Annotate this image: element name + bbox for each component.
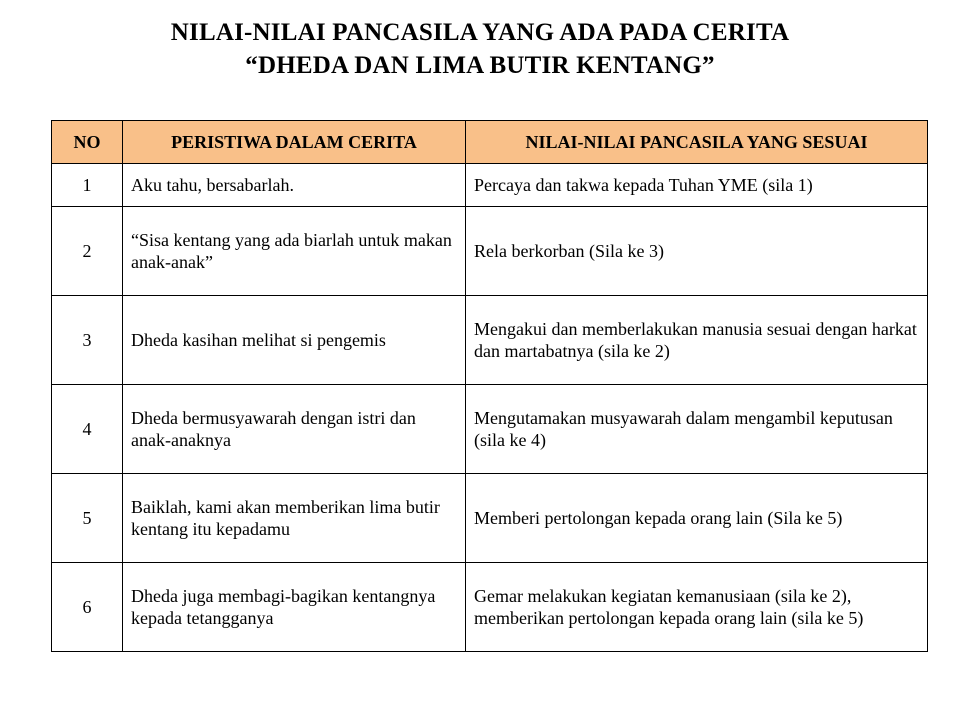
row-value: Mengutamakan musyawarah dalam mengambil keputusan (sila ke 4)	[466, 385, 928, 474]
row-number: 5	[52, 474, 123, 563]
pancasila-values-table	[51, 120, 928, 652]
row-value: Mengakui dan memberlakukan manusia sesuai dengan harkat dan martabatnya (sila ke 2)	[466, 296, 928, 385]
header-no: NO	[52, 121, 123, 164]
row-value: Gemar melakukan kegiatan kemanusiaan (sila ke 2), memberikan pertolongan kepada orang lain (sila ke 5)	[466, 563, 928, 652]
row-number: 3	[52, 296, 123, 385]
row-value: Memberi pertolongan kepada orang lain (Sila ke 5)	[466, 474, 928, 563]
table-row	[52, 385, 928, 474]
row-event: Baiklah, kami akan memberikan lima butir kentang itu kepadamu	[123, 474, 466, 563]
row-number: 1	[52, 164, 123, 207]
document-title	[0, 16, 960, 82]
row-event: Aku tahu, bersabarlah.	[123, 164, 466, 207]
row-value: Percaya dan takwa kepada Tuhan YME (sila 1)	[466, 164, 928, 207]
row-event: “Sisa kentang yang ada biarlah untuk makan anak-anak”	[123, 207, 466, 296]
header-event: PERISTIWA DALAM CERITA	[123, 121, 466, 164]
table-row	[52, 563, 928, 652]
title-line-1: NILAI-NILAI PANCASILA YANG ADA PADA CERITA	[170, 19, 790, 46]
row-number: 4	[52, 385, 123, 474]
row-value: Rela berkorban (Sila ke 3)	[466, 207, 928, 296]
row-event: Dheda juga membagi-bagikan kentangnya kepada tetangganya	[123, 563, 466, 652]
table-row	[52, 474, 928, 563]
row-number: 2	[52, 207, 123, 296]
title-line-2: “DHEDA DAN LIMA BUTIR KENTANG”	[245, 52, 715, 79]
table-header-row	[52, 121, 928, 164]
row-event: Dheda bermusyawarah dengan istri dan anak-anaknya	[123, 385, 466, 474]
table-row	[52, 207, 928, 296]
header-value: NILAI-NILAI PANCASILA YANG SESUAI	[466, 121, 928, 164]
row-event: Dheda kasihan melihat si pengemis	[123, 296, 466, 385]
row-number: 6	[52, 563, 123, 652]
table-row	[52, 164, 928, 207]
table-row	[52, 296, 928, 385]
